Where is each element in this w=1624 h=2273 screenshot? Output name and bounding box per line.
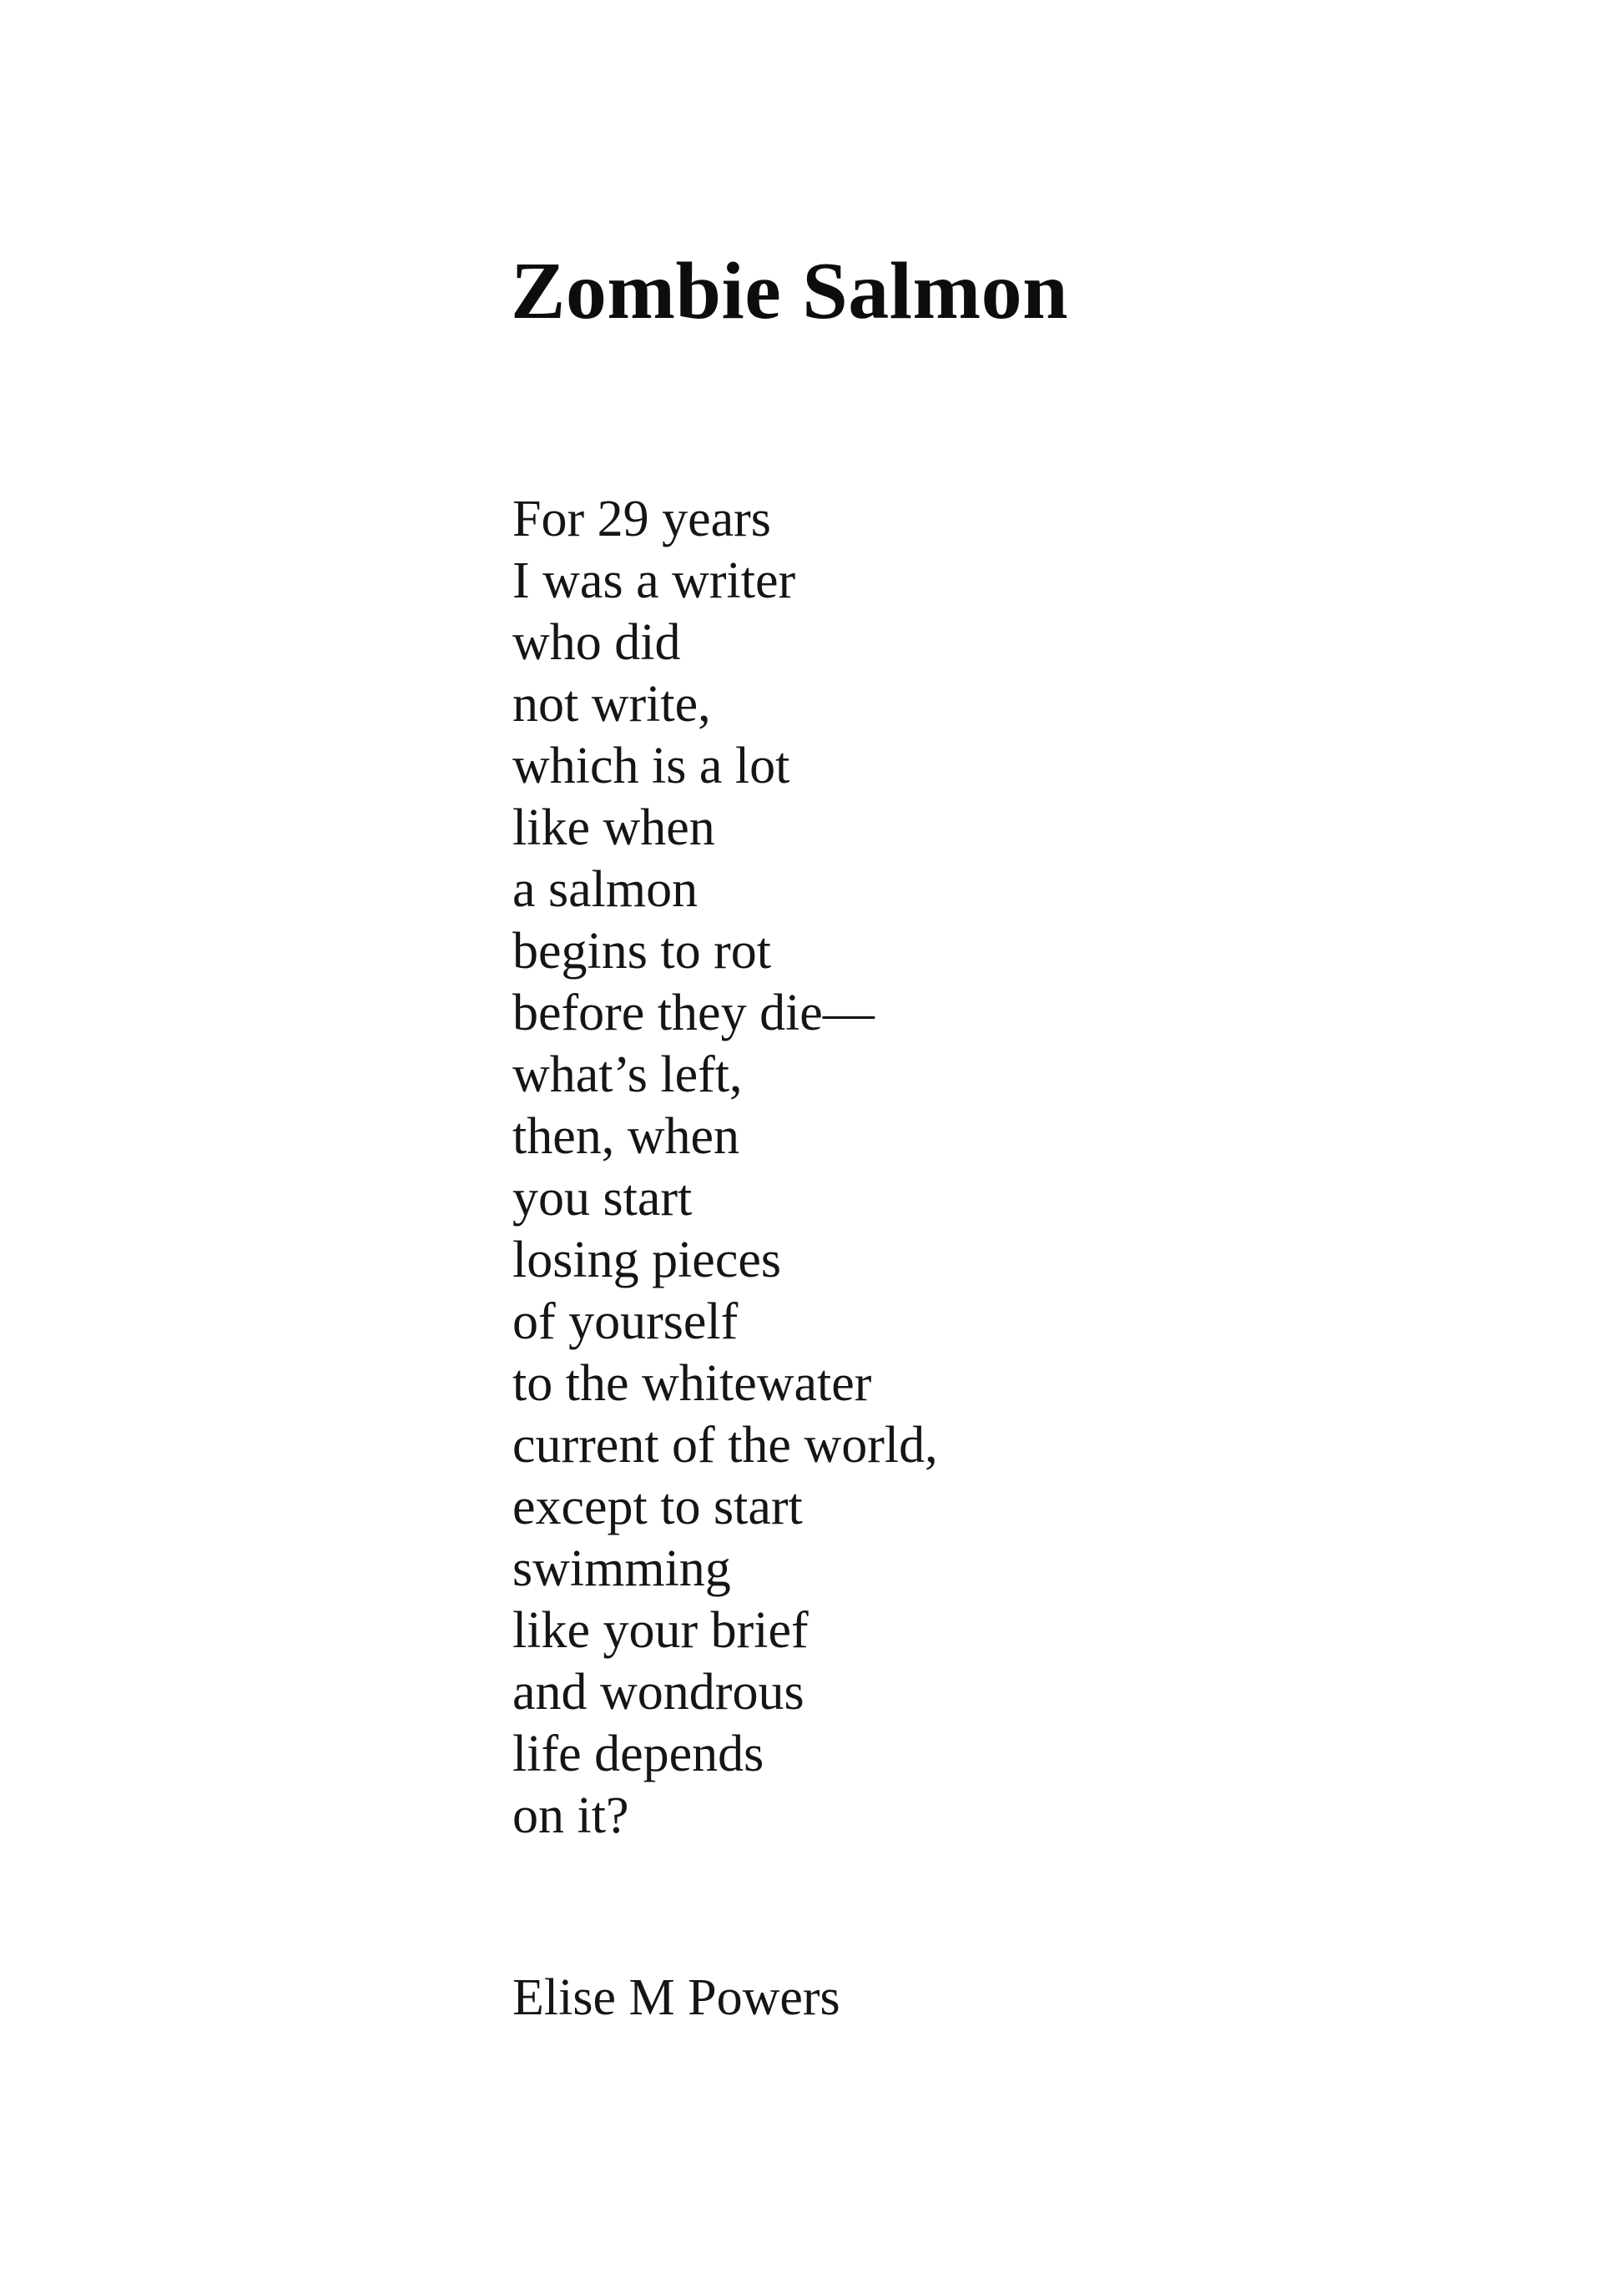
poem-line: losing pieces	[512, 1232, 781, 1288]
poem-line: like when	[512, 799, 715, 856]
poem-line: For 29 years	[512, 491, 771, 547]
poem-line: current of the world,	[512, 1417, 938, 1474]
poem-line: what’s left,	[512, 1046, 743, 1103]
poem-line: I was a writer	[512, 552, 796, 609]
poem-line: of yourself	[512, 1293, 739, 1350]
poem-body	[512, 488, 938, 1847]
poem-line: swimming	[512, 1540, 731, 1597]
poem-line: on it?	[512, 1787, 629, 1844]
poem-line: and wondrous	[512, 1664, 804, 1721]
poem-line: before they die—	[512, 985, 875, 1041]
poem-line: then, when	[512, 1108, 740, 1165]
poem-line: to the whitewater	[512, 1355, 872, 1412]
poem-line: who did	[512, 614, 681, 671]
poem-line: you start	[512, 1170, 693, 1227]
poem-title: Zombie Salmon	[511, 246, 1069, 336]
poem-author: Elise M Powers	[512, 1969, 840, 2026]
poem-line: which is a lot	[512, 738, 790, 794]
poem-line: not write,	[512, 676, 711, 733]
poem-line: life depends	[512, 1726, 764, 1782]
poem-line: like your brief	[512, 1602, 809, 1659]
poem-line: a salmon	[512, 861, 699, 918]
poem-line: except to start	[512, 1479, 803, 1535]
poem-line: begins to rot	[512, 923, 771, 980]
